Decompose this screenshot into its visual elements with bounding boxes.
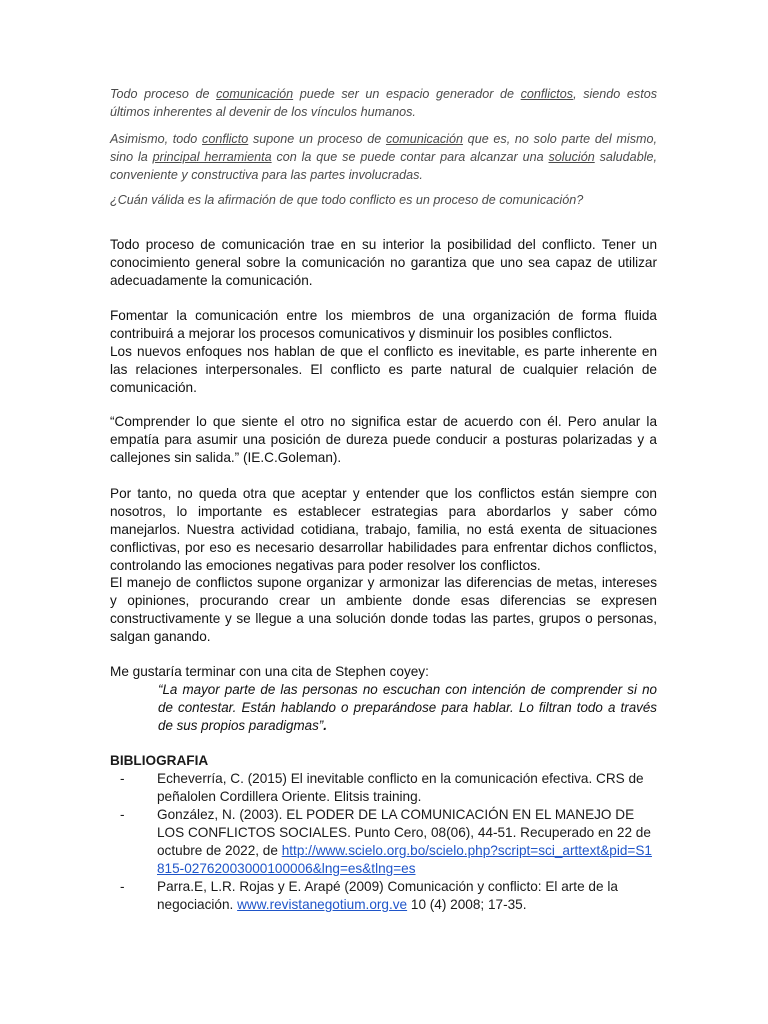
underlined-term: solución [548, 150, 595, 164]
intro-question: ¿Cuán válida es la afirmación de que todo conflicto es un proceso de comunicación? [110, 193, 584, 207]
underlined-term: principal herramienta [152, 150, 272, 164]
bibliography-title: BIBLIOGRAFIA [110, 753, 209, 768]
intro-paragraph-1: Todo proceso de comunicación puede ser un espacio generador de conflictos, siendo estos últimos inherentes al devenir de los vínculos humanos. [110, 87, 657, 119]
underlined-term: comunicación [385, 132, 463, 146]
underlined-term: conflicto [202, 132, 249, 146]
quote-intro: Me gustaría terminar con una cita de Stephen coyey: [110, 664, 429, 679]
body-paragraph: Fomentar la comunicación entre los miembros de una organización de forma fluida contribuirá a mejorar los procesos comunicativos y disminuir los posibles conflictos. [110, 308, 657, 341]
body-paragraph: Todo proceso de comunicación trae en su interior la posibilidad del conflicto. Tener un conocimiento general sobre la comunicación no garantiza que uno sea capaz de utilizar adecuadamente la comunicación. [110, 237, 657, 288]
list-dash: - [120, 807, 125, 822]
scielo-link[interactable]: http://www.scielo.org.bo/scielo.php?script=sci_arttext&pid=S1815-02762003000100006&lng=es&tlng=es [157, 843, 652, 876]
body-paragraph: El manejo de conflictos supone organizar y armonizar las diferencias de metas, intereses y opiniones, procurando crear un ambiente donde esas diferencias se expresen constructivamente y se llegue a una solución donde todas las partes, grupos o personas, salgan ganando. [110, 575, 657, 644]
underlined-term: comunicación [216, 87, 294, 101]
list-dash: - [120, 771, 125, 786]
underlined-term: conflictos [520, 87, 574, 101]
body-paragraph: Por tanto, no queda otra que aceptar y entender que los conflictos están siempre con nosotros, lo importante es establecer estrategias para abordarlos y saber cómo manejarlos. Nuestra actividad cotidiana, trabajo, familia, no está exenta de situaciones conflictivas, por eso es necesario desarrollar habilidades para enfrentar dichos conflictos, controlando las emociones negativas para poder resolver los conflictos. [110, 486, 657, 573]
revistanegotium-link[interactable]: www.revistanegotium.org.ve [237, 897, 408, 912]
goleman-quote-paragraph: “Comprender lo que siente el otro no significa estar de acuerdo con él. Pero anular la empatía para asumir una posición de dureza puede conducir a posturas polarizadas y a callejones sin salida.” (IE.C.Goleman). [110, 414, 657, 465]
bibliography-item: - Parra.E, L.R. Rojas y E. Arapé (2009) Comunicación y conflicto: El arte de la negociación. www.revistanegotium.org.ve 10 (4) 2008; 17-35. [120, 879, 618, 912]
bibliography-item: - González, N. (2003). EL PODER DE LA COMUNICACIÓN EN EL MANEJO DE LOS CONFLICTOS SOCIALES. Punto Cero, 08(06), 44-51. Recuperado en 22 de octubre de 2022, de http://www.scielo.org.bo/scielo.php?script=sci_arttext&pid=S1815-02762003000100006&lng=es&tlng=es [120, 807, 652, 876]
intro-paragraph-2: Asimismo, todo conflicto supone un proceso de comunicación que es, no solo parte del mismo, sino la principal herramienta con la que se puede contar para alcanzar una solución saludable, conveniente y constructiva para las partes involucradas. [110, 132, 657, 182]
bibliography-list [110, 770, 657, 914]
body-paragraph: Los nuevos enfoques nos hablan de que el conflicto es inevitable, es parte inherente en las relaciones interpersonales. El conflicto es parte natural de cualquier relación de comunicación. [110, 344, 657, 395]
covey-quote: “La mayor parte de las personas no escuchan con intención de comprender si no de contestar. Están hablando o preparándose para hablar. Lo filtran todo a través de sus propios paradigmas”. [158, 682, 657, 733]
list-dash: - [120, 879, 125, 894]
bibliography-item: - Echeverría, C. (2015) El inevitable conflicto en la comunicación efectiva. CRS de peñalolen Cordillera Oriente. Elitsis training. [120, 771, 644, 804]
